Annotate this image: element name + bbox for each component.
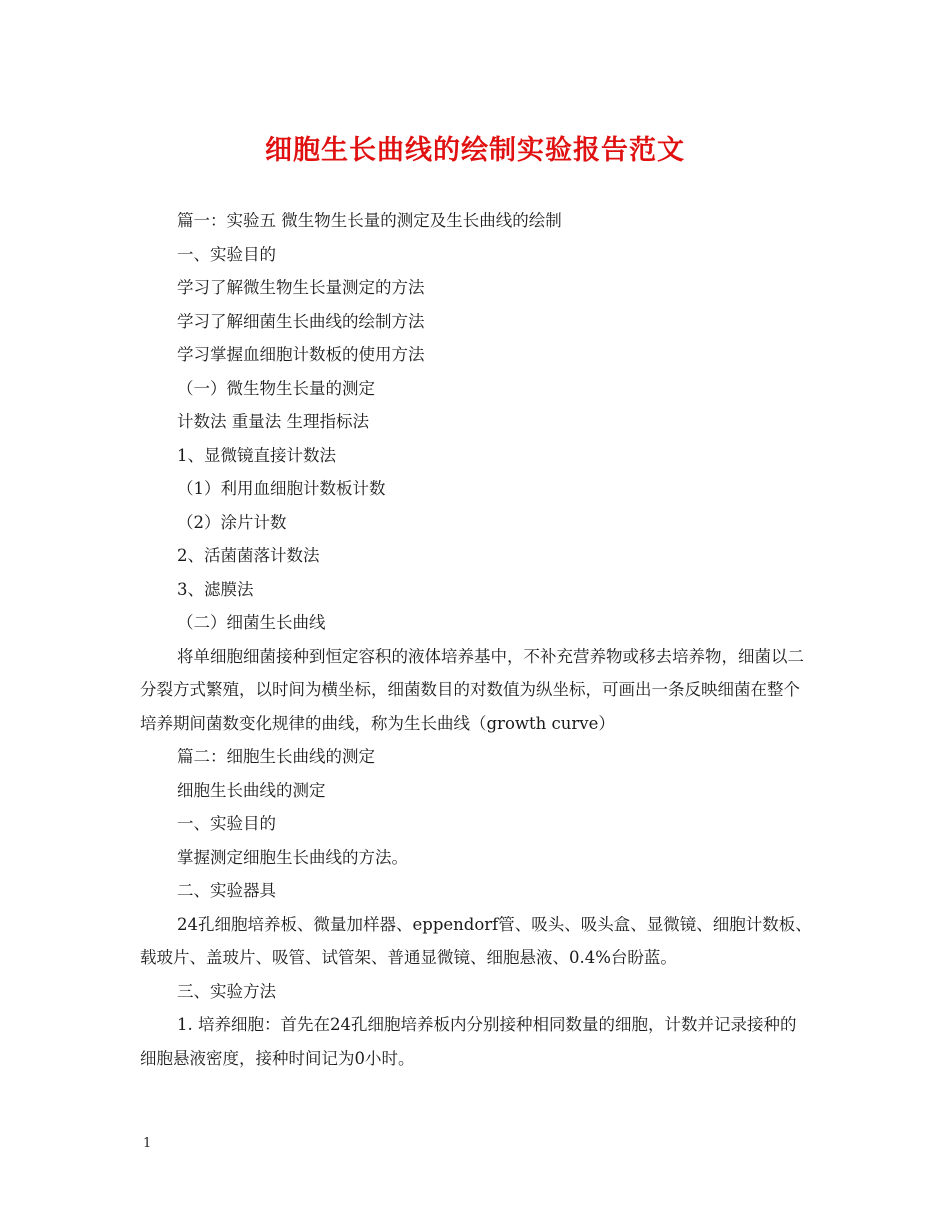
paragraph: 二、实验器具 xyxy=(177,881,276,900)
paragraph: 学习了解微生物生长量测定的方法 xyxy=(177,278,425,297)
paragraph: 篇二：细胞生长曲线的测定 xyxy=(177,747,375,766)
page-title: 细胞生长曲线的绘制实验报告范文 xyxy=(265,135,685,166)
paragraph: 细胞生长曲线的测定 xyxy=(177,780,326,800)
paragraph: 一、实验目的 xyxy=(177,814,276,833)
paragraph: 计数法 重量法 生理指标法 xyxy=(177,412,369,431)
paragraph: 学习掌握血细胞计数板的使用方法 xyxy=(177,345,425,364)
paragraph: 掌握测定细胞生长曲线的方法。 xyxy=(177,847,408,867)
paragraph: 1、显微镜直接计数法 xyxy=(177,445,336,465)
page-number: 1 xyxy=(143,1136,152,1151)
paragraph: 3、滤膜法 xyxy=(177,579,254,599)
paragraph: 一、实验目的 xyxy=(177,244,276,264)
paragraph: 学习了解细菌生长曲线的绘制方法 xyxy=(177,311,425,331)
paragraph: （一）微生物生长量的测定 xyxy=(177,378,375,398)
paragraph: 24孔细胞培养板、微量加样器、eppendorf管、吸头、吸头盒、显微镜、细胞计数板、载玻片、盖玻片、吸管、试管架、普通显微镜、细胞悬液、0.4%台盼蓝。 xyxy=(140,914,812,967)
paragraph: 将单细胞细菌接种到恒定容积的液体培养基中，不补充营养物或移去培养物，细菌以二分裂方式繁殖，以时间为横坐标，细菌数目的对数值为纵坐标，可画出一条反映细菌在整个培养期间菌数变化规律的曲线，称为生长曲线（growth curve） xyxy=(140,646,804,733)
document-body xyxy=(140,204,812,1075)
paragraph: 篇一：实验五 微生物生长量的测定及生长曲线的绘制 xyxy=(177,211,562,230)
paragraph: 1. 培养细胞：首先在24孔细胞培养板内分别接种相同数量的细胞，计数并记录接种的细胞悬液密度，接种时间记为0小时。 xyxy=(140,1015,797,1068)
paragraph: （二）细菌生长曲线 xyxy=(177,613,326,632)
paragraph: 2、活菌菌落计数法 xyxy=(177,546,320,565)
paragraph: （2）涂片计数 xyxy=(177,512,287,532)
paragraph: 三、实验方法 xyxy=(177,981,276,1001)
paragraph: （1）利用血细胞计数板计数 xyxy=(177,479,386,498)
